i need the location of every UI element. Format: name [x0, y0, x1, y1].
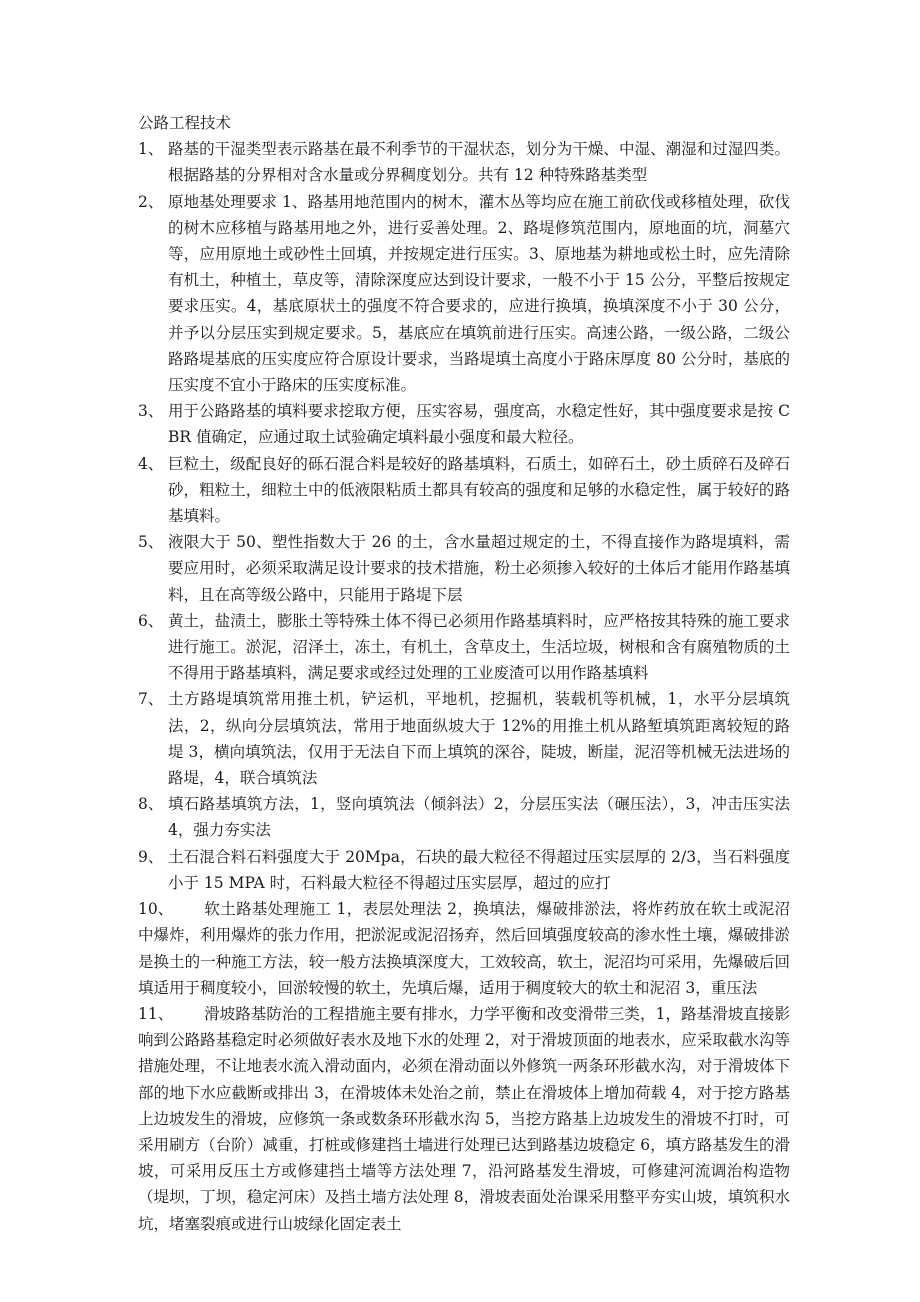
list-item [138, 451, 790, 530]
list-item [138, 1001, 790, 1237]
list-item [138, 844, 790, 896]
item-number: 7、 [138, 690, 164, 709]
item-text: 土石混合料石料强度大于 20Mpa，石块的最大粒径不得超过压实层厚的 2/3，当石料强度小于 15 MPA 时，石料最大粒径不得超过压实层厚，超过的应打 [168, 847, 790, 892]
item-text: 用于公路路基的填料要求挖取方便，压实容易，强度高，水稳定性好，其中强度要求是按 CBR 值确定，应通过取土试验确定填料最小强度和最大粒径。 [168, 402, 790, 447]
item-text: 滑坡路基防治的工程措施主要有排水，力学平衡和改变滑带三类，1，路基滑坡直接影响到公路路基稳定时必须做好表水及地下水的处理 2，对于滑坡顶面的地表水，应采取截水沟等措施处理，不让地表水流入滑动面内，必须在滑动面以外修筑一两条环形截水沟，对于滑坡体下部的地下水应截断或排出 3，在滑坡体未处治之前，禁止在滑坡体上增加荷载 4，对于挖方路基上边坡发生的滑坡，应修筑一条或数条环形截水沟 5，当挖方路基上边坡发生的滑坡不打时，可采用刷方（台阶）减重，打桩或修建挡土墙进行处理已达到路基边坡稳定 6，填方路基发生的滑坡，可采用反压土方或修建挡土墙等方法处理 7，沿河路基发生滑坡，可修建河流调治构造物（堤坝，丁坝，稳定河床）及挡土墙方法处理 8，滑坡表面处治课采用整平夯实山坡，填筑积水坑，堵塞裂痕或进行山坡绿化固定表土 [138, 1004, 790, 1233]
list-item [138, 791, 790, 843]
item-text: 软土路基处理施工 1，表层处理法 2，换填法，爆破排淤法，将炸药放在软土或泥沼中爆炸，利用爆炸的张力作用，把淤泥或泥沼扬弃，然后回填强度较高的渗水性土壤，爆破排淤是换土的一种施工方法，较一般方法换填深度大，工效较高，软土，泥沼均可采用，先爆破后回填适用于稠度较小，回淤较慢的软土，先填后爆，适用于稠度较大的软土和泥沼 3，重压法 [138, 900, 790, 997]
item-number: 11、 [138, 1004, 174, 1023]
item-number: 9、 [138, 847, 164, 866]
item-number: 10、 [138, 900, 174, 919]
item-text: 填石路基填筑方法，1，竖向填筑法（倾斜法）2，分层压实法（碾压法），3，冲击压实法 4，强力夯实法 [168, 795, 790, 840]
list-item [138, 686, 790, 791]
document-title: 公路工程技术 [138, 114, 232, 132]
list-item [138, 398, 790, 450]
list-item [138, 136, 790, 188]
item-number: 3、 [138, 402, 164, 421]
list-item [138, 896, 790, 1001]
item-text: 黄土，盐渍土，膨胀土等特殊土体不得已必须用作路基填料时，应严格按其特殊的施工要求进行施工。淤泥，沼泽土，冻土，有机土，含草皮土，生活垃圾，树根和含有腐殖物质的土不得用于路基填料，满足要求或经过处理的工业废渣可以用作路基填料 [168, 611, 790, 683]
item-text: 路基的干湿类型表示路基在最不利季节的干湿状态，划分为干燥、中湿、潮湿和过湿四类。根据路基的分界相对含水量或分界稠度划分。共有 12 种特殊路基类型 [168, 140, 790, 185]
list-item [138, 608, 790, 687]
document-body [138, 110, 790, 1237]
item-number: 8、 [138, 795, 164, 814]
list-item [138, 189, 790, 399]
item-number: 1、 [138, 140, 164, 159]
item-number: 5、 [138, 533, 164, 552]
item-text: 土方路堤填筑常用推土机，铲运机，平地机，挖掘机，装载机等机械，1，水平分层填筑法，2，纵向分层填筑法，常用于地面纵坡大于 12%的用推土机从路堑填筑距离较短的路堤 3，横向填筑法，仅用于无法自下而上填筑的深谷，陡坡，断崖，泥沼等机械无法进场的路堤，4，联合填筑法 [168, 690, 790, 788]
item-text: 原地基处理要求 1、路基用地范围内的树木，灌木丛等均应在施工前砍伐或移植处理，砍伐的树木应移植与路基用地之外，进行妥善处理。2、路堤修筑范围内，原地面的坑，洞墓穴等，应用原地土或砂性土回填，并按规定进行压实。3、原地基为耕地或松土时，应先清除有机土，种植土，草皮等，清除深度应达到设计要求，一般不小于 15 公分，平整后按规定要求压实。4，基底原状土的强度不符合要求的，应进行换填，换填深度不小于 30 公分，并予以分层压实到规定要求。5，基底应在填筑前进行压实。高速公路，一级公路，二级公路路堤基底的压实度应符合原设计要求，当路堤填土高度小于路床厚度 80 公分时，基底的压实度不宜小于路床的压实度标准。 [168, 192, 790, 395]
item-number: 2、 [138, 192, 164, 211]
item-number: 4、 [138, 454, 164, 473]
item-text: 巨粒土，级配良好的砾石混合料是较好的路基填料，石质土，如碎石土，砂土质碎石及碎石砂，粗粒土，细粒土中的低液限粘质土都具有较高的强度和足够的水稳定性，属于较好的路基填料。 [168, 454, 790, 526]
item-number: 6、 [138, 611, 164, 630]
list-item [138, 529, 790, 608]
item-text: 液限大于 50、塑性指数大于 26 的土，含水量超过规定的土，不得直接作为路堤填料，需要应用时，必须采取满足设计要求的技术措施，粉土必须掺入较好的土体后才能用作路基填料，且在高等级公路中，只能用于路堤下层 [168, 533, 790, 604]
